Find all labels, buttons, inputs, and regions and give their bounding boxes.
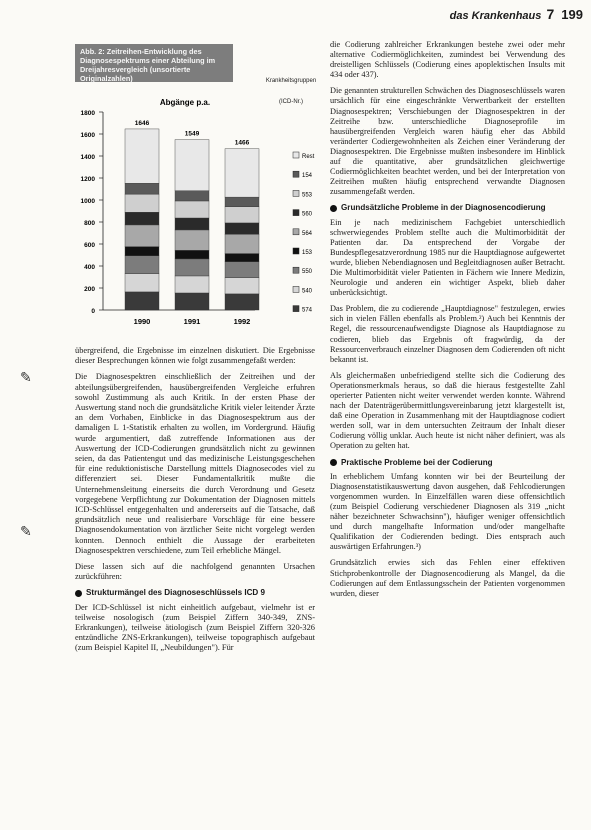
section-heading: Grundsätzliche Probleme in der Diagnosencodierung: [330, 203, 565, 213]
bar-segment: [225, 254, 259, 262]
bullet-icon: [330, 459, 337, 466]
chart-title: Abgänge p.a.: [159, 98, 211, 107]
bar-segment: [175, 276, 209, 293]
bar-segment: [225, 207, 259, 223]
legend-label: 564: [302, 230, 313, 237]
left-column: [75, 346, 315, 660]
paragraph: Diese lassen sich auf die nachfolgend genannten Ursachen zurückführen:: [75, 562, 315, 582]
legend-label: 153: [302, 250, 313, 256]
x-tick-label: 1991: [183, 317, 201, 326]
legend-label: 540: [302, 288, 313, 295]
section-heading: Praktische Probleme bei der Codierung: [330, 458, 565, 468]
paragraph: übergreifend, die Ergebnisse im einzelnen diskutiert. Die Ergebnisse dieser Besprechungen können wie folgt zusammengefaßt werden:: [75, 346, 315, 366]
legend-label: 154: [302, 173, 313, 180]
legend-label: 574: [302, 307, 313, 314]
issue-number: 7: [546, 6, 555, 22]
paragraph: In erheblichem Umfang konnten wir bei der Beurteilung der Diagnosenstatistikauswertung davon ausgehen, daß Fehlcodierungen vorgenommen wurden. In Einzelfällen waren diese offensichtlich (zum Beispiel Codierung verschiedener Diagnosen als 319 „nicht näher bezeichneter Schwachsinn"), häufiger weniger offensichtlich und durch mangelhafte Information und/oder mangelhafte Qualifikation der Codierenden bedingt. Dies entsprach auch auswärtigen Erfahrungen.³): [330, 471, 565, 552]
figure-caption: Abb. 2: Zeitreihen-Entwicklung des Diagnosespektrums einer Abteilung im Dreijahresvergleich (unsortierte Originalzahlen): [75, 44, 233, 82]
margin-mark-icon: ✎: [20, 370, 32, 386]
bar-segment: [175, 191, 209, 201]
bar-segment: [125, 247, 159, 256]
bar-segment: [225, 278, 259, 294]
margin-mark-icon: ✎: [20, 524, 32, 540]
y-tick-label: 1000: [80, 198, 95, 205]
bar-segment: [125, 194, 159, 212]
bullet-icon: [330, 205, 337, 212]
bar-segment: [225, 234, 259, 253]
bar-segment: [175, 218, 209, 230]
paragraph: Das Problem, die zu codierende „Hauptdiagnose" festzulegen, erwies sich in vielen Fällen ebenfalls als Problem.²) Auch bei Kenntnis der Regel, die ressourcenaufwendigste Diagnose als Hauptdiagnose zu codieren, blieb das Ergebnis oft fragwürdig, da der Ressourcenverbrauch einzelner Diagnosen dem Codierenden oft nicht bekannt ist.: [330, 304, 565, 364]
bar-segment: [175, 259, 209, 276]
bar-segment: [225, 149, 259, 197]
running-header: [383, 6, 583, 22]
paragraph: Die genannten strukturellen Schwächen des Diagnoseschlüssels waren ursächlich für eine eingeschränkte Verwertbarkeit der erstellten Diagnosespektren; Verschiebungen der Diagnosespektren in der Zeitreihe bzw. unterschiedliche Diagnoseprofile im hausübergreifenden Vergleich waren häufig eher das Abbild veränderter Codiergewohnheiten als Zeichen einer Veränderung der Diagnosespektren. Die Ergebnisse mußten insbesondere im Hinblick auf die quantitative, aber grundsätzlichen gleichwertige Codiermöglichkeiten beachtet werden, und bei der Interpretation von Zeitreihen mußten häufig entsprechend verwandte Diagnosen zusammengefaßt werden.: [330, 86, 565, 197]
legend-swatch: [293, 229, 299, 235]
bar-segment: [225, 223, 259, 234]
y-tick-label: 1400: [80, 154, 95, 161]
paragraph: Der ICD-Schlüssel ist nicht einheitlich aufgebaut, vielmehr ist er teilweise nosologisch (zum Beispiel Ziffern 340-349, ZNS-Erkrankungen), teilweise ätiologisch (zum Beispiel Ziffern 320-326 entzündliche ZNS-Erkrankungen), teilweise topographisch aufgebaut (zum Beispiel Kapitel II, „Neubildungen"). Für: [75, 602, 315, 653]
bar-segment: [175, 293, 209, 310]
bar-segment: [225, 262, 259, 278]
figure: [75, 40, 320, 342]
stacked-bar-chart: [75, 40, 320, 342]
legend-swatch: [293, 248, 299, 254]
y-tick-label: 0: [91, 308, 95, 315]
y-tick-label: 1600: [80, 132, 95, 139]
legend-subtitle: (ICD-Nr.): [279, 99, 303, 105]
bar-value-label: 1466: [234, 139, 250, 147]
legend-label: Rest: [302, 154, 315, 160]
y-tick-label: 400: [84, 264, 95, 271]
paragraph: Die Diagnosespektren einschließlich der Zeitreihen und der abteilungsübergreifenden, hausübergreifenden Vergleiche erfuhren sowohl Zustimmung als auch Kritik. In der ersten Phase der Auswertung stand noch die grundsätzliche Kritik vieler leitender Ärzte an dem Vorhaben, Einblicke in das Diagnosespektrum aus der damaligen L 1-Statistik erhalten zu wollen, im Vordergrund. Häufig wurde argumentiert, daß zutreffende Informationen aus der Auswertung der ICD-Codierungen grundsätzlich nicht zu gewinnen seien, da das Patientengut und das medizinische Leistungsgeschehen für eine reduktionistische Darstellung mittels Diagnosecodes viel zu differenziert sei. Dieser Fundamentalkritik mußte die Unternehmensleitung einerseits die durch Verordnung und Gesetz vorgegebene Verpflichtung zur Dokumentation der Diagnosen mittels ICD-Schlüssel entgegenhalten und andererseits auf die Tatsache, daß grundsätzlich neue und realisierbare Vorschläge für eine bessere Diagnosendokumentation von ärztlicher Seite nicht vorgelegt werden konnten. Dennoch enthielt die Aussage der erarbeiteten Diagnosespektren verschiedene, zum Teil erhebliche Mängel.: [75, 372, 315, 555]
legend-swatch: [293, 190, 299, 196]
bar-segment: [175, 250, 209, 259]
paragraph: Grundsätzlich erwies sich das Fehlen einer effektiven Stichprobenkontrolle der Diagnosencodierung als Mangel, da die Codierungen auf dem Entlassungsschein der Patienten vorgenommen wurden, dieser: [330, 558, 565, 598]
y-tick-label: 200: [84, 286, 95, 293]
bar-segment: [125, 212, 159, 225]
bar-segment: [175, 201, 209, 218]
bar-segment: [175, 140, 209, 191]
legend-label: 553: [302, 192, 313, 199]
journal-title: das Krankenhaus: [449, 10, 542, 22]
legend-swatch: [293, 306, 299, 312]
paragraph: die Codierung zahlreicher Erkrankungen bestehe zwei oder mehr alternative Codiermöglichkeiten, zumindest bei Verwendung des dreistelligen Schlüssels (Codierung eines apoplektischen Insults mit 434 oder 437).: [330, 40, 565, 80]
x-tick-label: 1992: [233, 317, 251, 326]
bar-segment: [125, 129, 159, 183]
y-tick-label: 800: [84, 220, 95, 227]
bar-segment: [225, 197, 259, 207]
x-tick-label: 1990: [133, 317, 151, 326]
page-number: 199: [561, 7, 583, 22]
legend-label: 550: [302, 269, 313, 276]
legend-swatch: [293, 267, 299, 273]
bullet-icon: [75, 590, 82, 597]
bar-value-label: 1646: [134, 119, 150, 127]
bar-segment: [125, 183, 159, 194]
bar-segment: [125, 292, 159, 310]
legend-swatch: [293, 286, 299, 292]
y-tick-label: 1200: [80, 176, 95, 183]
bar-segment: [125, 256, 159, 274]
paragraph: Als gleichermaßen unbefriedigend stellte sich die Codierung des Operationsmerkmals heraus, so daß die hieraus festgestellte Zahl operierter Patienten nicht weiter verwendet werden konnte. Während nach der Datenträgerübermittlungsvereinbarung jetzt klargestellt ist, daß eine Operation in Zusammenhang mit der Hauptdiagnose codiert werden soll, war in dem untersuchten Zeitraum der Inhalt dieser Codierung völlig unklar. Auch heute ist nicht näher definiert, was als Operation zu gelten hat.: [330, 370, 565, 451]
bar-segment: [175, 230, 209, 250]
legend-swatch: [293, 210, 299, 216]
legend-swatch: [293, 152, 299, 158]
y-tick-label: 1800: [80, 110, 95, 117]
legend-swatch: [293, 171, 299, 177]
legend-label: 560: [302, 211, 313, 218]
bar-segment: [225, 294, 259, 310]
paragraph: Ein je nach medizinischem Fachgebiet unterschiedlich schwerwiegendes Problem stellte auch die Multimorbidität der Patienten dar. Da entsprechend der Vorgabe der Bundespflegesatzverordnung 1985 nur die Hauptdiagnose aufgewertet wurde, blieben Nebendiagnosen und Begleitdiagnosen außer Betracht. Die Multimorbidität vieler Patienten in Fächern wie Innere Medizin, Neurologie und anderen ein wichtiger Aspekt, blieb daher unberücksichtigt.: [330, 217, 565, 298]
right-column: [330, 40, 565, 605]
bar-segment: [125, 225, 159, 247]
section-heading: Strukturmängel des Diagnoseschlüssels ICD 9: [75, 588, 315, 598]
legend-title: Krankheitsgruppen (ICD-Nr.): [265, 78, 317, 105]
bar-value-label: 1549: [184, 130, 200, 138]
y-tick-label: 600: [84, 242, 95, 249]
bar-segment: [125, 274, 159, 292]
